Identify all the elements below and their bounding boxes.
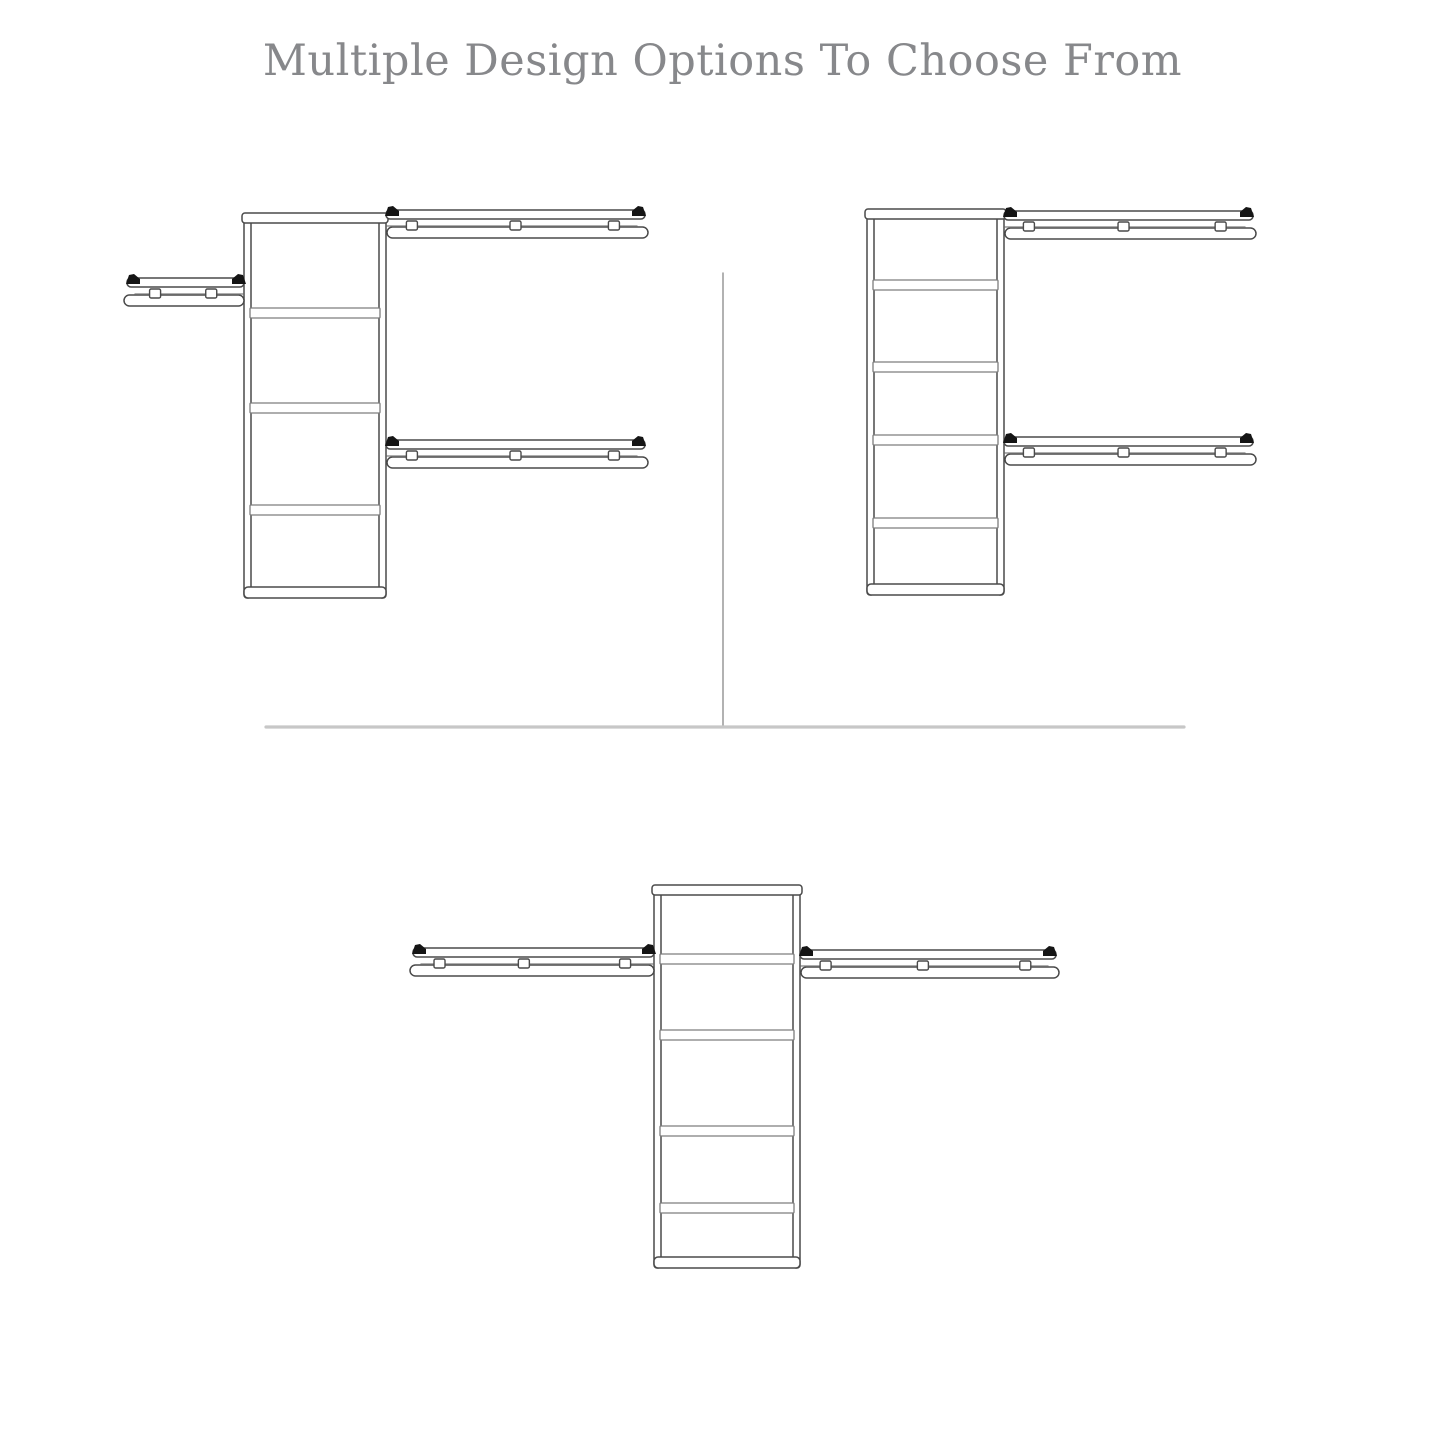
closet-rod: [410, 965, 654, 976]
page-title: Multiple Design Options To Choose From: [262, 36, 1183, 86]
shelf-hook: [1215, 222, 1226, 231]
rod-end-bracket-icon: [1240, 433, 1254, 443]
tower-shelf: [660, 1203, 794, 1213]
tower-shelf: [873, 435, 998, 445]
shelf-hook: [1023, 448, 1034, 457]
tower-side-panel-left: [867, 216, 874, 595]
tower-top-shelf: [242, 213, 388, 223]
tower-shelf: [660, 954, 794, 964]
shelf-tower: [242, 213, 388, 598]
hang-rod-assembly: [410, 944, 656, 976]
shelf-hook: [518, 959, 529, 968]
closet-rod: [124, 295, 244, 306]
rod-end-bracket-icon: [1003, 433, 1017, 443]
shelf-hook: [510, 221, 521, 230]
design-option-3: [410, 885, 1059, 1268]
shelf-hook: [1118, 448, 1129, 457]
shelf-hook: [1215, 448, 1226, 457]
tower-shelf: [660, 1126, 794, 1136]
design-option-1: [124, 206, 648, 598]
hang-rod-assembly: [385, 436, 648, 468]
rod-end-bracket-icon: [412, 944, 426, 954]
tower-top-shelf: [652, 885, 802, 895]
tower-shelf: [250, 505, 380, 515]
shelf-hook: [150, 289, 161, 298]
shelf-hook: [434, 959, 445, 968]
hang-rod-assembly: [385, 206, 648, 238]
shelf-track-bar: [1004, 211, 1253, 220]
shelf-hook: [620, 959, 631, 968]
rod-end-bracket-icon: [1043, 946, 1057, 956]
rod-end-bracket-icon: [126, 274, 140, 284]
tower-side-panel-right: [997, 216, 1004, 595]
tower-bottom-shelf: [244, 587, 386, 598]
tower-shelf: [873, 362, 998, 372]
design-option-2: [865, 207, 1256, 595]
hang-rod-assembly: [1003, 207, 1256, 239]
hang-rod-assembly: [799, 946, 1059, 978]
shelf-hook: [820, 961, 831, 970]
rod-end-bracket-icon: [1240, 207, 1254, 217]
shelf-track-bar: [127, 278, 244, 287]
shelf-track-bar: [386, 440, 645, 449]
shelf-track-bar: [386, 210, 645, 219]
shelf-hook: [1020, 961, 1031, 970]
tower-shelf: [250, 308, 380, 318]
shelf-track-bar: [1004, 437, 1253, 446]
shelf-tower: [865, 209, 1006, 595]
tower-top-shelf: [865, 209, 1006, 219]
rod-end-bracket-icon: [632, 436, 646, 446]
shelf-tower: [652, 885, 802, 1268]
tower-shelf: [873, 280, 998, 290]
shelf-track-bar: [800, 950, 1056, 959]
tower-shelf: [250, 403, 380, 413]
shelf-hook: [406, 451, 417, 460]
shelf-hook: [608, 221, 619, 230]
rod-end-bracket-icon: [632, 206, 646, 216]
shelf-track-bar: [413, 948, 654, 957]
shelf-hook: [1023, 222, 1034, 231]
hang-rod-assembly: [1003, 433, 1256, 465]
shelf-hook: [206, 289, 217, 298]
rod-end-bracket-icon: [385, 436, 399, 446]
rod-end-bracket-icon: [1003, 207, 1017, 217]
tower-bottom-shelf: [867, 584, 1004, 595]
tower-shelf: [660, 1030, 794, 1040]
tower-shelf: [873, 518, 998, 528]
shelf-hook: [406, 221, 417, 230]
shelf-hook: [1118, 222, 1129, 231]
shelf-hook: [608, 451, 619, 460]
rod-end-bracket-icon: [799, 946, 813, 956]
shelf-hook: [510, 451, 521, 460]
tower-bottom-shelf: [654, 1257, 800, 1268]
hang-rod-assembly: [124, 274, 246, 306]
shelf-hook: [917, 961, 928, 970]
rod-end-bracket-icon: [385, 206, 399, 216]
